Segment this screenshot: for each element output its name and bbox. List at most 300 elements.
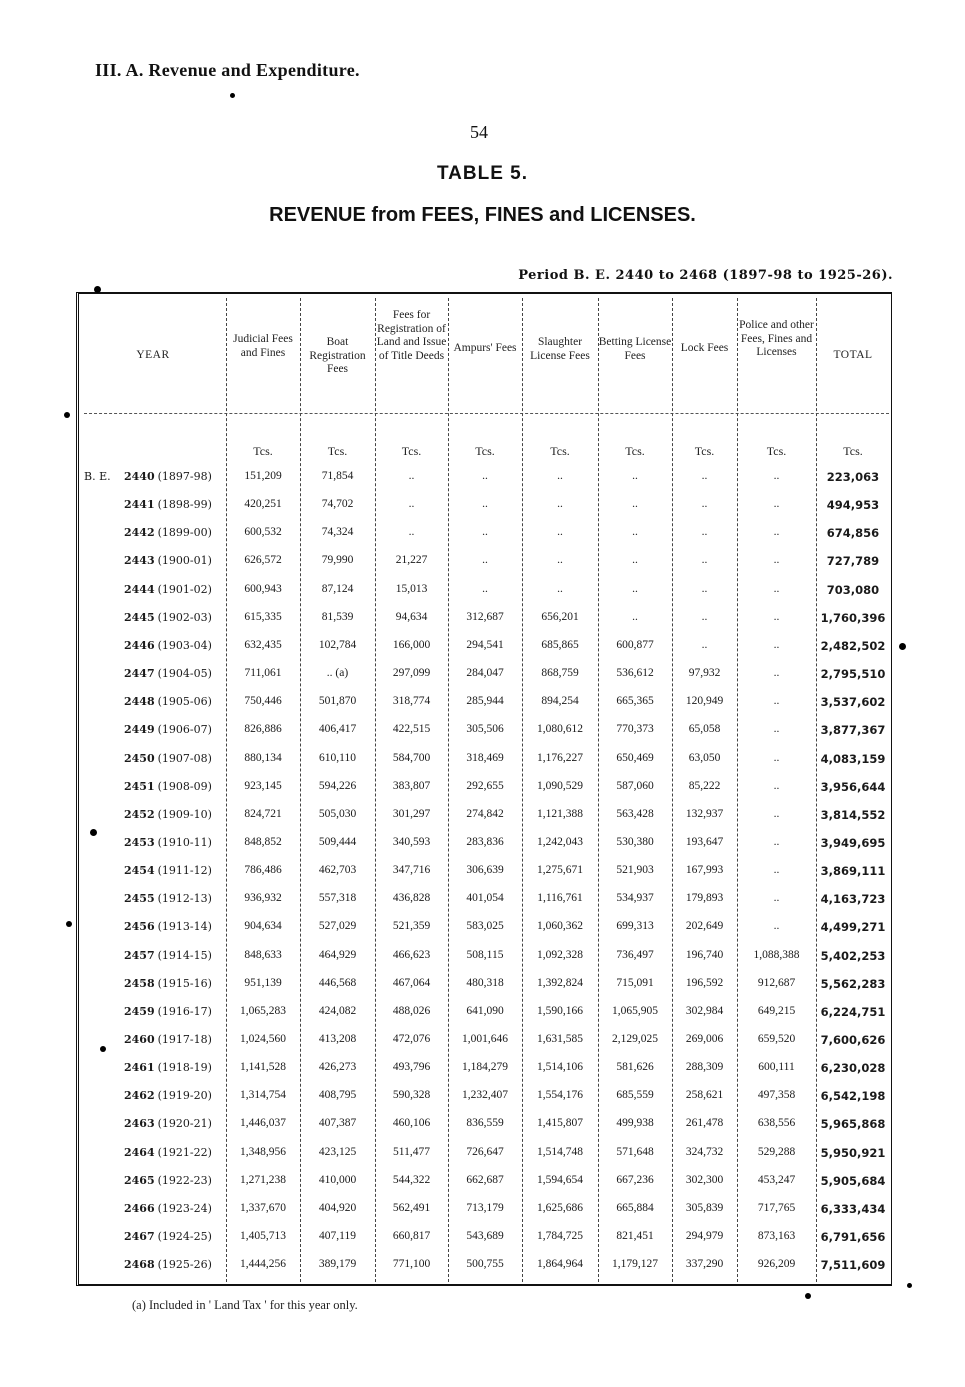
cell-slaughter: 1,392,824	[537, 976, 583, 989]
cell-slaughter: ..	[557, 470, 563, 482]
be-year: 2467	[124, 1230, 155, 1244]
cell-total: 7,511,609	[820, 1258, 886, 1273]
cell-slaughter: 1,275,671	[537, 864, 583, 877]
table-row	[80, 1117, 890, 1137]
cell-slaughter: 1,594,654	[537, 1173, 583, 1186]
cell-judicial: 1,024,560	[240, 1033, 286, 1045]
table-row	[80, 808, 890, 828]
ad-year: (1906-07)	[157, 723, 212, 737]
cell-land: 466,623	[392, 948, 431, 961]
cell-ampurs: 662,687	[466, 1173, 504, 1186]
cell-police: ..	[773, 807, 780, 820]
cell-betting: 770,373	[616, 723, 654, 736]
cell-police: 453,247	[757, 1173, 796, 1186]
year-cell	[84, 723, 226, 736]
cell-lock: ..	[701, 582, 708, 595]
cell-ampurs: ..	[482, 498, 488, 511]
cell-judicial: 824,721	[244, 807, 282, 820]
year-cell	[84, 667, 226, 680]
ad-year: (1917-18)	[157, 1033, 212, 1046]
cell-boat: 81,539	[321, 610, 354, 623]
cell-betting: 499,938	[616, 1117, 654, 1130]
cell-boat: 74,702	[321, 498, 354, 511]
ad-year: (1904-05)	[157, 667, 212, 681]
cell-betting: 667,236	[616, 1173, 654, 1186]
scan-speck	[907, 1283, 912, 1288]
cell-judicial: 1,405,713	[240, 1230, 286, 1243]
cell-ampurs: 1,001,646	[462, 1033, 508, 1045]
table-row	[80, 470, 890, 490]
cell-slaughter: 1,864,964	[537, 1258, 583, 1271]
cell-total: 223,063	[826, 470, 880, 484]
year-cell	[84, 752, 226, 765]
cell-betting: ..	[632, 526, 638, 539]
cell-judicial: 904,634	[244, 920, 282, 933]
be-year: 2454	[124, 864, 155, 878]
table-row	[80, 836, 890, 856]
year-cell	[84, 498, 226, 511]
page-number: 54	[470, 122, 488, 142]
cell-land: ..	[408, 470, 415, 482]
cell-total: 2,482,502	[820, 638, 886, 653]
cell-ampurs: 318,469	[466, 751, 504, 764]
cell-land: 590,328	[392, 1089, 431, 1102]
year-cell	[84, 526, 226, 539]
cell-ampurs: 713,179	[466, 1201, 504, 1214]
cell-land: 472,076	[392, 1033, 431, 1045]
year-cell	[84, 470, 226, 483]
unit-label-total: Tcs.	[843, 444, 863, 458]
year-cell	[84, 1089, 226, 1102]
cell-slaughter: 1,514,748	[537, 1145, 583, 1158]
ad-year: (1923-24)	[157, 1201, 212, 1215]
cell-lock: 337,290	[685, 1258, 724, 1271]
table-row	[80, 780, 890, 800]
unit-label-judicial: Tcs.	[253, 444, 273, 458]
cell-betting: 581,626	[616, 1061, 654, 1074]
cell-lock: ..	[701, 470, 708, 482]
cell-police: ..	[773, 723, 780, 736]
cell-betting: 665,365	[616, 695, 654, 708]
table-row	[80, 864, 890, 884]
be-year: 2441	[124, 498, 155, 512]
cell-boat: 79,990	[321, 554, 354, 567]
cell-boat: 505,030	[318, 807, 357, 820]
cell-boat: 407,119	[319, 1230, 356, 1243]
table-row	[80, 583, 890, 603]
cell-total: 6,791,656	[820, 1230, 886, 1245]
be-year: 2450	[124, 751, 155, 765]
be-year: 2445	[124, 610, 155, 624]
ad-year: (1903-04)	[157, 638, 212, 652]
table-row	[80, 752, 890, 772]
cell-total: 6,230,028	[820, 1061, 886, 1076]
cell-total: 674,856	[826, 526, 880, 541]
era-prefix: B. E.	[84, 470, 111, 483]
table-row	[80, 1230, 890, 1250]
cell-boat: 557,318	[318, 892, 357, 905]
cell-betting: 736,497	[616, 948, 654, 961]
cell-betting: 521,903	[616, 864, 654, 877]
table-row	[80, 611, 890, 631]
cell-total: 3,949,695	[820, 835, 886, 850]
column-header-boat: Boat Registration Fees	[309, 336, 366, 375]
year-cell	[84, 949, 226, 962]
table-row	[80, 695, 890, 715]
ad-year: (1907-08)	[157, 751, 212, 765]
cell-boat: 406,417	[318, 723, 357, 736]
cell-boat: 501,870	[318, 695, 357, 708]
cell-boat: 464,929	[318, 948, 357, 961]
cell-lock: 85,222	[688, 779, 721, 792]
cell-ampurs: ..	[482, 526, 488, 539]
ad-year: (1909-10)	[157, 807, 212, 821]
column-header-ampurs: Ampurs' Fees	[453, 342, 517, 354]
cell-slaughter: 1,590,166	[537, 1004, 583, 1017]
be-year: 2446	[124, 638, 155, 652]
cell-betting: 1,065,905	[612, 1004, 658, 1017]
cell-police: ..	[773, 835, 780, 848]
cell-judicial: 1,348,956	[240, 1145, 286, 1158]
cell-land: 521,359	[392, 920, 431, 933]
scan-speck	[805, 1293, 811, 1299]
be-year: 2442	[124, 526, 155, 540]
unit-label-slaughter: Tcs.	[550, 444, 570, 458]
be-year: 2465	[124, 1173, 155, 1187]
cell-police: 1,088,388	[753, 948, 800, 961]
table-row	[80, 639, 890, 659]
cell-betting: ..	[632, 610, 638, 623]
cell-lock: ..	[701, 638, 708, 651]
cell-total: 2,795,510	[820, 667, 886, 682]
cell-judicial: 1,314,754	[240, 1089, 286, 1102]
cell-lock: 294,979	[685, 1230, 724, 1243]
cell-total: 7,600,626	[820, 1033, 886, 1047]
cell-lock: 167,993	[685, 864, 724, 877]
table-row	[80, 526, 890, 546]
year-cell	[84, 1005, 226, 1018]
cell-slaughter: 1,242,043	[537, 835, 583, 848]
ad-year: (1919-20)	[157, 1089, 212, 1103]
cell-ampurs: 294,541	[466, 638, 504, 651]
cell-boat: 407,387	[318, 1117, 357, 1130]
cell-betting: 2,129,025	[612, 1033, 658, 1045]
be-year: 2457	[124, 948, 155, 962]
cell-boat: 410,000	[318, 1173, 357, 1186]
cell-boat: 408,795	[318, 1089, 357, 1102]
cell-slaughter: ..	[557, 498, 563, 511]
cell-betting: ..	[632, 498, 638, 511]
be-year: 2458	[124, 976, 155, 990]
ad-year: (1924-25)	[157, 1230, 212, 1244]
table-row	[80, 1174, 890, 1194]
cell-betting: 587,060	[616, 779, 654, 792]
table-row	[80, 1033, 890, 1053]
cell-lock: 120,949	[685, 695, 724, 708]
cell-judicial: 1,446,037	[240, 1117, 286, 1130]
cell-boat: 404,920	[318, 1201, 357, 1214]
cell-boat: 87,124	[321, 582, 354, 595]
be-year: 2453	[124, 835, 155, 849]
cell-land: 562,491	[392, 1201, 431, 1214]
unit-label-ampurs: Tcs.	[475, 444, 495, 458]
table-row	[80, 1146, 890, 1166]
ad-year: (1920-21)	[157, 1117, 212, 1131]
cell-police: 926,209	[757, 1258, 796, 1271]
cell-police: 529,288	[757, 1145, 796, 1158]
column-header-land: Fees for Registration of Land and Issue of Title Deeds	[376, 309, 447, 362]
cell-land: 544,322	[392, 1173, 431, 1186]
cell-slaughter: ..	[557, 526, 563, 539]
cell-total: 3,814,552	[820, 807, 886, 822]
ad-year: (1914-15)	[157, 948, 212, 962]
cell-total: 727,789	[826, 554, 880, 569]
cell-total: 6,224,751	[820, 1004, 886, 1019]
table-row	[80, 723, 890, 743]
be-year: 2456	[124, 920, 155, 934]
cell-police: ..	[773, 582, 780, 595]
table-row	[80, 498, 890, 518]
table-row	[80, 1202, 890, 1222]
cell-slaughter: ..	[557, 582, 563, 595]
cell-ampurs: 306,639	[466, 864, 504, 877]
cell-ampurs: 583,025	[466, 920, 504, 933]
be-year: 2444	[124, 582, 155, 596]
cell-slaughter: 1,090,529	[537, 779, 583, 792]
be-year: 2440	[124, 470, 155, 483]
be-year: 2447	[124, 667, 155, 681]
cell-betting: 821,451	[616, 1230, 654, 1243]
cell-boat: 446,568	[318, 976, 357, 989]
cell-lock: 269,006	[685, 1033, 724, 1045]
cell-police: 649,215	[757, 1004, 796, 1017]
cell-ampurs: 726,647	[466, 1145, 504, 1158]
cell-ampurs: ..	[482, 470, 488, 482]
year-cell	[84, 1061, 226, 1074]
column-header-judicial: Judicial Fees and Fines	[233, 333, 293, 359]
cell-land: 15,013	[395, 582, 428, 595]
unit-label-police: Tcs.	[766, 444, 787, 458]
cell-slaughter: 1,514,106	[537, 1061, 583, 1074]
table-row	[80, 892, 890, 912]
cell-judicial: 750,446	[244, 695, 282, 708]
column-header-lock: Lock Fees	[680, 342, 729, 354]
cell-police: ..	[773, 554, 780, 567]
cell-land: 422,515	[392, 723, 431, 736]
cell-police: ..	[773, 695, 780, 708]
year-cell	[84, 780, 226, 793]
be-year: 2455	[124, 892, 155, 906]
table-row	[80, 667, 890, 687]
year-cell	[84, 1258, 226, 1271]
year-cell	[84, 695, 226, 708]
cell-land: 297,099	[392, 667, 431, 680]
cell-boat: 389,179	[318, 1258, 357, 1271]
cell-slaughter: 1,631,585	[537, 1033, 583, 1045]
cell-total: 5,950,921	[820, 1145, 886, 1160]
cell-police: ..	[773, 638, 780, 651]
cell-judicial: 826,886	[244, 723, 282, 736]
cell-ampurs: 312,687	[466, 610, 504, 623]
table-row	[80, 920, 890, 940]
scan-speck	[100, 1046, 106, 1052]
cell-total: 4,163,723	[820, 892, 886, 907]
cell-lock: 302,984	[685, 1004, 724, 1017]
ad-year: (1901-02)	[157, 582, 212, 596]
be-year: 2460	[124, 1033, 155, 1046]
cell-police: ..	[773, 779, 780, 792]
cell-lock: 179,893	[685, 892, 724, 905]
cell-total: 4,083,159	[820, 751, 886, 766]
be-year: 2452	[124, 807, 155, 821]
cell-lock: ..	[701, 498, 708, 511]
cell-judicial: 711,061	[244, 667, 282, 680]
cell-slaughter: 868,759	[541, 667, 579, 680]
table-row	[80, 1061, 890, 1081]
cell-slaughter: ..	[557, 554, 563, 567]
cell-police: 497,358	[757, 1089, 796, 1102]
cell-ampurs: 500,755	[466, 1258, 504, 1271]
cell-ampurs: 641,090	[466, 1004, 504, 1017]
table-row	[80, 1258, 890, 1278]
unit-label-land: Tcs.	[401, 444, 422, 458]
cell-judicial: 420,251	[244, 498, 282, 511]
cell-land: 436,828	[392, 892, 431, 905]
ad-year: (1911-12)	[157, 864, 212, 878]
cell-ampurs: 543,689	[466, 1230, 504, 1243]
cell-boat: 102,784	[318, 638, 357, 651]
cell-betting: 600,877	[616, 638, 654, 651]
cell-slaughter: 685,865	[541, 638, 579, 651]
be-year: 2461	[124, 1061, 155, 1075]
cell-land: 660,817	[392, 1230, 431, 1243]
year-cell	[84, 1230, 226, 1243]
scan-speck	[64, 412, 70, 418]
cell-slaughter: 1,116,761	[537, 892, 583, 905]
ad-year: (1899-00)	[157, 526, 212, 540]
year-cell	[84, 892, 226, 905]
cell-lock: 97,932	[688, 667, 721, 680]
cell-police: ..	[773, 751, 780, 764]
cell-slaughter: 1,176,227	[537, 751, 583, 764]
cell-land: 94,634	[395, 610, 428, 623]
ad-year: (1902-03)	[157, 610, 212, 624]
ad-year: (1916-17)	[157, 1004, 212, 1018]
cell-lock: 63,050	[688, 751, 721, 764]
cell-land: 340,593	[392, 835, 431, 848]
cell-judicial: 923,145	[244, 779, 282, 792]
be-year: 2463	[124, 1117, 155, 1131]
cell-ampurs: 401,054	[466, 892, 504, 905]
ad-year: (1897-98)	[157, 470, 212, 483]
cell-lock: ..	[701, 610, 708, 623]
cell-lock: 193,647	[685, 835, 724, 848]
cell-ampurs: 305,506	[466, 723, 504, 736]
unit-label-betting: Tcs.	[625, 444, 645, 458]
cell-police: 912,687	[757, 976, 796, 989]
cell-boat: 426,273	[318, 1061, 357, 1074]
cell-slaughter: 1,060,362	[537, 920, 583, 933]
cell-ampurs: 508,115	[466, 948, 504, 961]
cell-lock: 302,300	[685, 1173, 724, 1186]
cell-land: 318,774	[392, 695, 431, 708]
cell-land: 493,796	[392, 1061, 431, 1074]
year-cell	[84, 583, 226, 596]
cell-judicial: 600,532	[244, 526, 282, 539]
cell-judicial: 1,141,528	[240, 1061, 286, 1074]
ad-year: (1908-09)	[157, 779, 212, 793]
header-separator	[84, 413, 889, 414]
be-year: 2462	[124, 1089, 155, 1103]
cell-judicial: 951,139	[244, 976, 282, 989]
cell-total: 5,965,868	[820, 1117, 886, 1132]
year-cell	[84, 554, 226, 567]
ad-year: (1898-99)	[157, 498, 212, 512]
scan-speck	[899, 643, 906, 650]
cell-police: 600,111	[758, 1061, 795, 1074]
cell-judicial: 615,335	[244, 610, 282, 623]
cell-betting: 715,091	[616, 976, 654, 989]
period-label: Period B. E. 2440 to 2468 (1897-98 to 1925-26).	[518, 268, 893, 283]
cell-lock: 305,839	[685, 1201, 724, 1214]
cell-police: ..	[773, 892, 780, 905]
table-row	[80, 977, 890, 997]
ad-year: (1913-14)	[157, 920, 212, 934]
ad-year: (1922-23)	[157, 1173, 212, 1187]
cell-ampurs: 480,318	[466, 976, 504, 989]
cell-slaughter: 1,554,176	[537, 1089, 583, 1102]
footnote: (a) Included in ' Land Tax ' for this year only.	[132, 1298, 358, 1312]
cell-betting: ..	[632, 582, 638, 595]
cell-ampurs: ..	[482, 554, 488, 567]
cell-police: 717,765	[757, 1201, 796, 1214]
section-heading: III. A. Revenue and Expenditure.	[95, 60, 360, 80]
cell-police: ..	[773, 498, 780, 511]
column-header-total: TOTAL	[833, 349, 873, 361]
cell-land: 488,026	[392, 1004, 431, 1017]
year-cell	[84, 1033, 226, 1046]
cell-ampurs: 284,047	[466, 667, 504, 680]
cell-lock: 202,649	[685, 920, 724, 933]
cell-judicial: 632,435	[244, 638, 282, 651]
cell-total: 703,080	[826, 582, 880, 597]
column-header-police: Police and other Fees, Fines and Licenses	[739, 319, 814, 358]
table-row	[80, 1089, 890, 1109]
cell-judicial: 600,943	[244, 582, 282, 595]
ad-year: (1918-19)	[157, 1061, 212, 1075]
cell-total: 3,956,644	[820, 779, 886, 794]
table-subtitle: REVENUE from FEES, FINES and LICENSES.	[269, 204, 696, 226]
cell-slaughter: 894,254	[541, 695, 579, 708]
cell-boat: 527,029	[318, 920, 357, 933]
cell-boat: 462,703	[318, 864, 357, 877]
cell-police: 638,556	[757, 1117, 796, 1130]
cell-lock: 65,058	[688, 723, 721, 736]
scan-speck	[94, 286, 101, 293]
cell-land: 166,000	[392, 638, 431, 651]
year-cell	[84, 920, 226, 933]
cell-total: 1,760,396	[820, 610, 886, 625]
ad-year: (1900-01)	[157, 554, 212, 568]
be-year: 2464	[124, 1145, 155, 1159]
cell-betting: 530,380	[616, 835, 654, 848]
year-cell	[84, 1146, 226, 1159]
cell-total: 5,402,253	[820, 948, 886, 963]
cell-slaughter: 1,080,612	[537, 723, 583, 736]
scan-speck	[230, 93, 235, 98]
cell-boat: 424,082	[318, 1004, 357, 1017]
cell-betting: 650,469	[616, 751, 654, 764]
